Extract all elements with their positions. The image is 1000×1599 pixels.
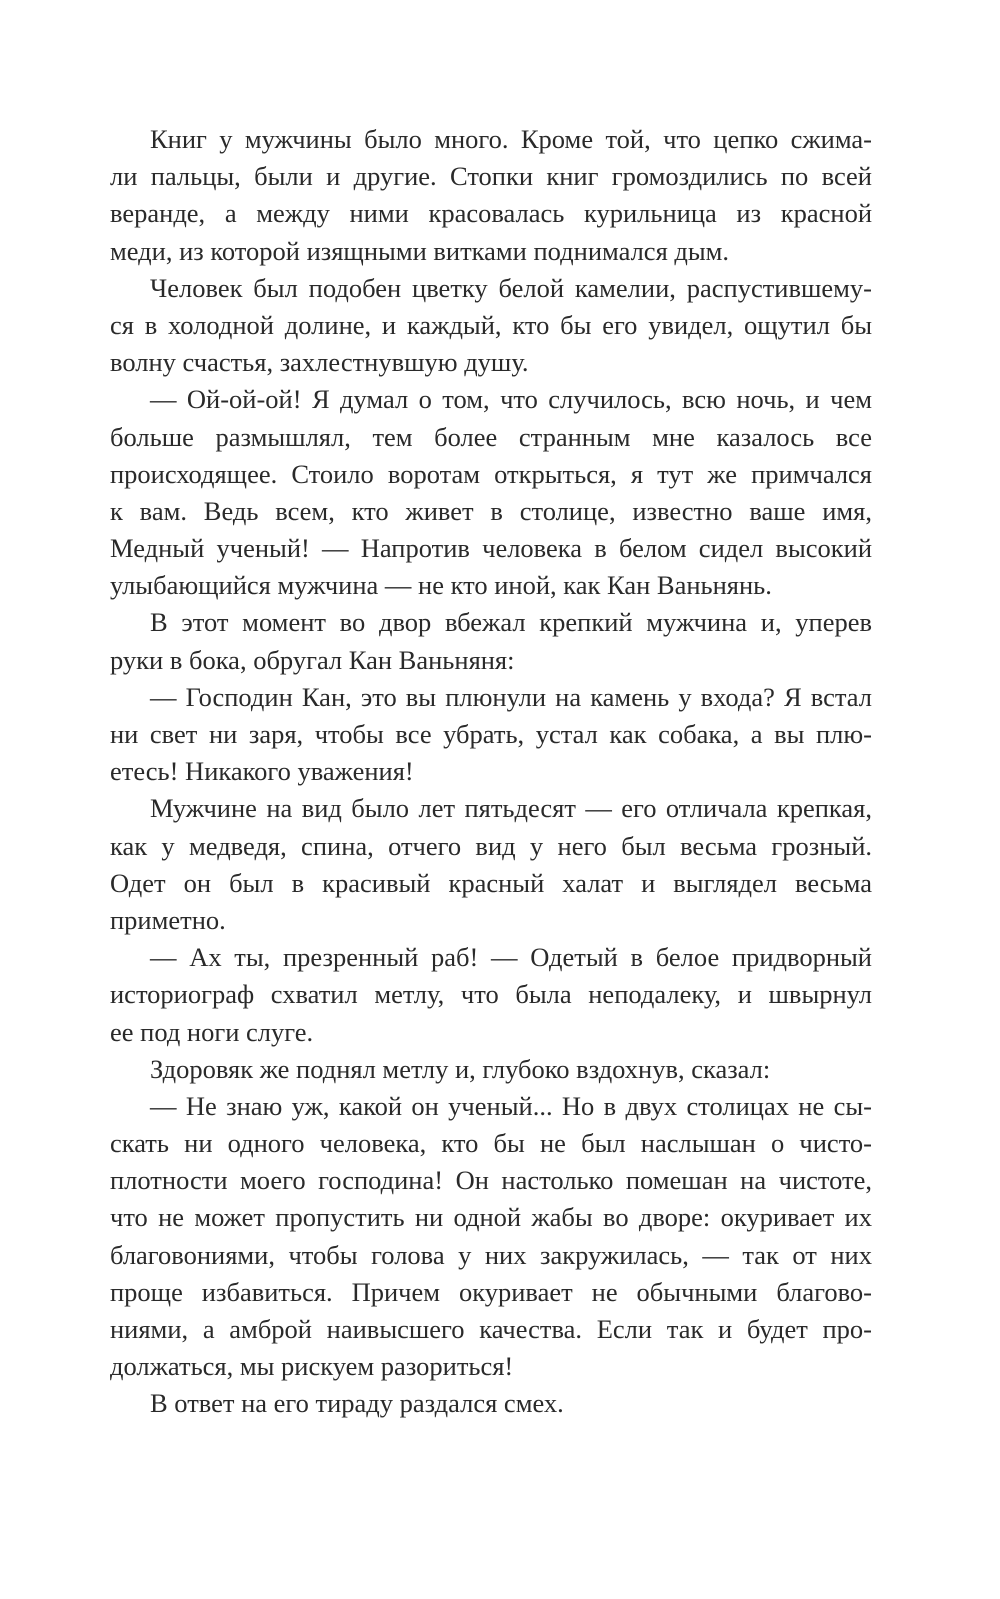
- text-line: скать ни одного человека, кто бы не был наслышан о чисто-: [110, 1128, 872, 1159]
- text-line: В этот момент во двор вбежал крепкий мужчина и, уперев: [150, 607, 872, 638]
- text-line: к вам. Ведь всем, кто живет в столице, известно ваше имя,: [110, 495, 872, 526]
- text-line: Одет он был в красивый красный халат и выглядел весьма: [110, 867, 872, 898]
- text-line: — Господин Кан, это вы плюнули на камень у входа? Я встал: [150, 681, 872, 712]
- text-line: В ответ на его тираду раздался смех.: [150, 1388, 564, 1419]
- text-line: руки в бока, обругал Кан Ваньняня:: [110, 644, 515, 675]
- text-line: больше размышлял, тем более странным мне казалось все: [110, 421, 872, 452]
- text-line: Медный ученый! — Напротив человека в белом сидел высокий: [110, 533, 872, 564]
- text-line: приметно.: [110, 904, 226, 935]
- text-line: улыбающийся мужчина — не кто иной, как Кан Ваньнянь.: [110, 570, 772, 601]
- text-line: етесь! Никакого уважения!: [110, 756, 414, 787]
- text-line: ниями, а амброй наивысшего качества. Если так и будет про-: [110, 1314, 872, 1344]
- text-line: должаться, мы рискуем разориться!: [110, 1351, 514, 1382]
- text-line: Здоровяк же поднял метлу и, глубоко вздохнув, сказал:: [150, 1053, 771, 1084]
- text-line: проще избавиться. Причем окуривает не обычными благово-: [110, 1276, 872, 1307]
- text-line: что не может пропустить ни одной жабы во дворе: окуривает их: [110, 1202, 872, 1233]
- text-line: историограф схватил метлу, что была неподалеку, и швырнул: [110, 979, 872, 1010]
- text-line: как у медведя, спина, отчего вид у него был весьма грозный.: [110, 830, 872, 861]
- text-line: Книг у мужчины было много. Кроме той, что цепко сжима-: [150, 124, 872, 154]
- text-line: Мужчине на вид было лет пятьдесят — его отличала крепкая,: [150, 793, 872, 824]
- text-line: волну счастья, захлестнувшую душу.: [110, 347, 529, 378]
- text-line: меди, из которой изящными витками поднимался дым.: [110, 235, 730, 266]
- text-line: ли пальцы, были и другие. Стопки книг громоздились по всей: [110, 161, 872, 192]
- text-line: веранде, а между ними красовалась курильница из красной: [110, 198, 872, 229]
- text-line: ни свет ни заря, чтобы все убрать, устал как собака, а вы плю-: [110, 719, 872, 749]
- text-line: ее под ноги слуге.: [110, 1016, 314, 1047]
- text-line: плотности моего господина! Он настолько помешан на чистоте,: [110, 1165, 872, 1196]
- text-line: — Не знаю уж, какой он ученый... Но в двух столицах не сы-: [150, 1090, 872, 1121]
- text-line: — Ой-ой-ой! Я думал о том, что случилось, всю ночь, и чем: [150, 384, 872, 415]
- text-line: благовониями, чтобы голова у них закружилась, — так от них: [110, 1239, 872, 1270]
- text-line: — Ах ты, презренный раб! — Одетый в белое придворный: [150, 942, 872, 973]
- text-line: ся в холодной долине, и каждый, кто бы его увидел, ощутил бы: [110, 309, 872, 340]
- body-text: [110, 121, 872, 1423]
- text-line: Человек был подобен цветку белой камелии, распустившему-: [150, 272, 872, 303]
- text-line: происходящее. Стоило воротам открыться, я тут же примчался: [110, 458, 872, 489]
